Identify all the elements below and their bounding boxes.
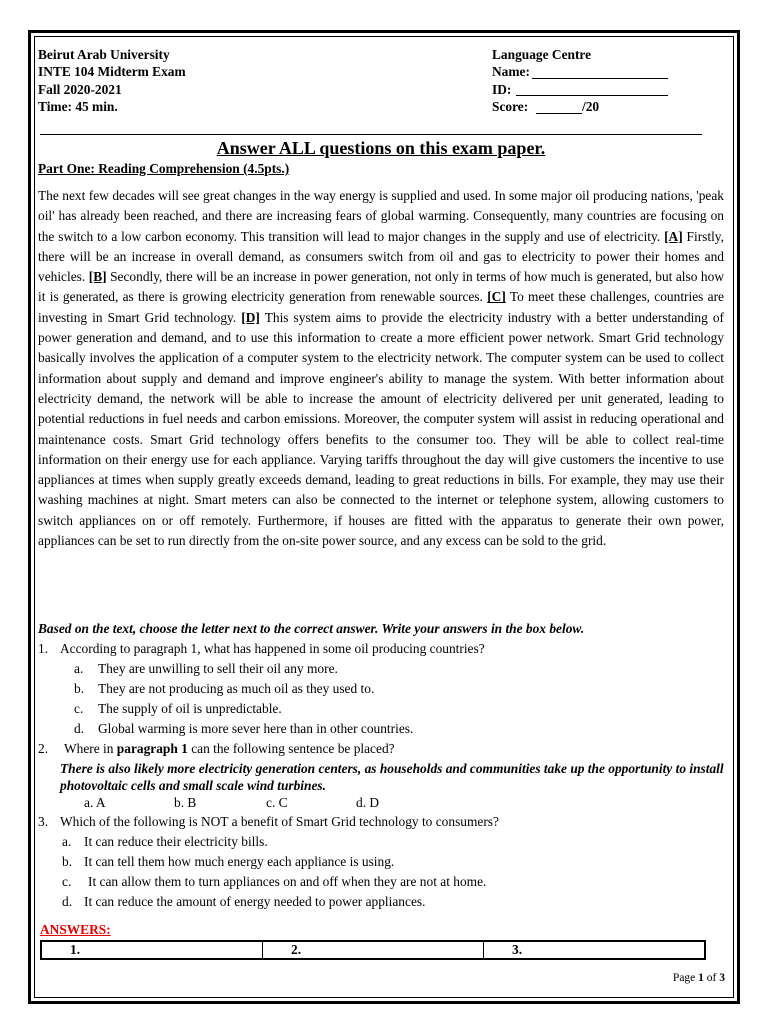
option-text: It can tell them how much energy each appliance is using.	[84, 854, 395, 869]
question-2	[38, 739, 724, 759]
header-left	[38, 46, 186, 116]
option-3c[interactable]	[38, 872, 724, 892]
option-3a[interactable]	[38, 832, 724, 852]
option-3b[interactable]	[38, 852, 724, 872]
option-text: They are unwilling to sell their oil any more.	[98, 661, 338, 676]
question-3	[38, 812, 724, 832]
option-text: The supply of oil is unpredictable.	[98, 701, 282, 716]
question-text	[64, 739, 395, 759]
question-1	[38, 639, 724, 659]
answers-label: ANSWERS:	[40, 922, 111, 937]
option-text: It can allow them to turn appliances on and off when they are not at home.	[88, 874, 487, 889]
marker-c: [C]	[487, 289, 506, 305]
marker-b: [B]	[88, 269, 107, 285]
score-blank[interactable]	[536, 113, 582, 114]
option-1a[interactable]	[38, 659, 724, 679]
answer-cell-3[interactable]: 3.	[512, 942, 523, 957]
question-text: According to paragraph 1, what has happened in some oil producing countries?	[60, 641, 485, 656]
instructions: Based on the text, choose the letter next to the correct answer. Write your answers in the box below.	[38, 621, 585, 636]
q2-options	[38, 794, 724, 812]
page-of: of	[703, 972, 720, 984]
score-label: Score:	[492, 99, 529, 115]
option-2a[interactable]: a. A	[84, 795, 106, 810]
answer-cell-2[interactable]: 2.	[263, 942, 484, 958]
option-text: It can reduce the amount of energy needed to power appliances.	[84, 894, 426, 909]
page-number	[673, 972, 725, 984]
question-number: 1.	[38, 641, 49, 656]
centre-name: Language Centre	[492, 47, 592, 62]
option-text: Global warming is more sever here than in other countries.	[98, 721, 414, 736]
option-letter: d.	[74, 721, 85, 736]
question-text-part: Where in	[64, 741, 117, 756]
page-current: 1	[698, 972, 704, 984]
option-letter: c.	[62, 874, 72, 889]
passage-text: The next few decades will see great changes in the way energy is supplied and used. In some major oil producing nations, 'peak oil' has already been reached, and there are increasing fears of global warming. Consequently, many countries are focusing on the switch to a low carbon economy. This transition will lead to major changes in the supply and use of electricity.	[38, 188, 724, 244]
option-letter: a.	[62, 834, 72, 849]
passage-text: To meet these challenges, countries are investing in Smart Grid technology.	[38, 289, 724, 325]
option-1b[interactable]	[38, 679, 724, 699]
name-blank[interactable]	[532, 78, 668, 79]
option-1d[interactable]	[38, 719, 724, 739]
term: Fall 2020-2021	[38, 81, 122, 97]
option-2b[interactable]: b. B	[174, 795, 197, 810]
id-blank[interactable]	[516, 95, 668, 96]
page-prefix: Page	[672, 972, 699, 984]
exam-header	[38, 46, 724, 124]
marker-a: [A]	[664, 228, 683, 244]
marker-d: [D]	[241, 309, 260, 325]
passage-text: Secondly, there will be an increase in power generation, not only in terms of how much is generated, but also how it is generated, as there is growing electricity generation from renewable sources.	[38, 269, 724, 305]
option-letter: b.	[62, 854, 73, 869]
option-3d[interactable]	[38, 892, 724, 912]
question-text-bold: paragraph 1	[116, 741, 188, 756]
answer-cell-1[interactable]: 1.	[42, 942, 263, 958]
header-right	[492, 46, 724, 116]
insert-sentence: There is also likely more electricity generation centers, as households and communities take up the opportunity to install photovoltaic cells and small scale wind turbines.	[60, 761, 724, 793]
part-one-heading: Part One: Reading Comprehension (4.5pts.)	[38, 161, 290, 176]
page-total: 3	[719, 972, 725, 984]
question-number: 3.	[38, 814, 49, 829]
option-letter: a.	[74, 661, 84, 676]
answers-table	[40, 940, 706, 960]
option-text: It can reduce their electricity bills.	[84, 834, 268, 849]
header-divider	[40, 134, 702, 135]
university-name: Beirut Arab University	[38, 47, 170, 62]
name-label: Name:	[492, 64, 530, 80]
option-letter: c.	[74, 701, 84, 716]
option-letter: d.	[62, 894, 73, 909]
option-2d[interactable]: d. D	[356, 795, 380, 810]
passage-text: This system aims to provide the electricity industry with a better understanding of power generation and demand, and to use this information to create a more efficient power network. Smart Grid technology basically involves the application of a computer system to the electricity network. The computer system can be used to collect information about supply and demand and improve engineer's ability to manage the system. With better information about electricity demand, the network will be able to increase the amount of electricity delivered per unit generated, leading to potential reductions in fuel needs and carbon emissions. Moreover, the computer system will assist in reducing operational and maintenance costs. Smart Grid technology offers benefits to the consumer too. They will be able to collect real-time information on their energy use for each appliance. Varying tariffs throughout the day will give customers the incentive to use appliances at times when supply greatly exceeds demand, leading to great reductions in bills. For example, they may use their washing machines at night. Smart meters can also be connected to the internet or telephone system, allowing customers to switch appliances on or off remotely. Furthermore, if houses are fitted with the apparatus to generate their own power, appliances can be set to run directly from the on-site power source, and any excess can be sold to the grid.	[38, 309, 724, 549]
passage-text: Firstly, there will be an increase in overall demand, as consumers switch from oil and gas to electricity to power their homes and vehicles.	[38, 228, 724, 285]
question-text: Which of the following is NOT a benefit of Smart Grid technology to consumers?	[60, 814, 499, 829]
option-2c[interactable]: c. C	[266, 795, 288, 810]
id-label: ID:	[492, 81, 512, 97]
reading-passage	[38, 186, 724, 551]
course-name: INTE 104 Midterm Exam	[38, 64, 186, 80]
question-text-part: can the following sentence be placed?	[187, 741, 395, 756]
page-title: Answer ALL questions on this exam paper.	[216, 138, 546, 158]
option-text: They are not producing as much oil as they used to.	[98, 681, 375, 696]
score-total: /20	[582, 99, 600, 115]
questions-section	[38, 619, 724, 912]
option-letter: b.	[74, 681, 85, 696]
question-number: 2.	[38, 741, 49, 756]
option-1c[interactable]	[38, 699, 724, 719]
time-limit: Time: 45 min.	[38, 99, 118, 115]
